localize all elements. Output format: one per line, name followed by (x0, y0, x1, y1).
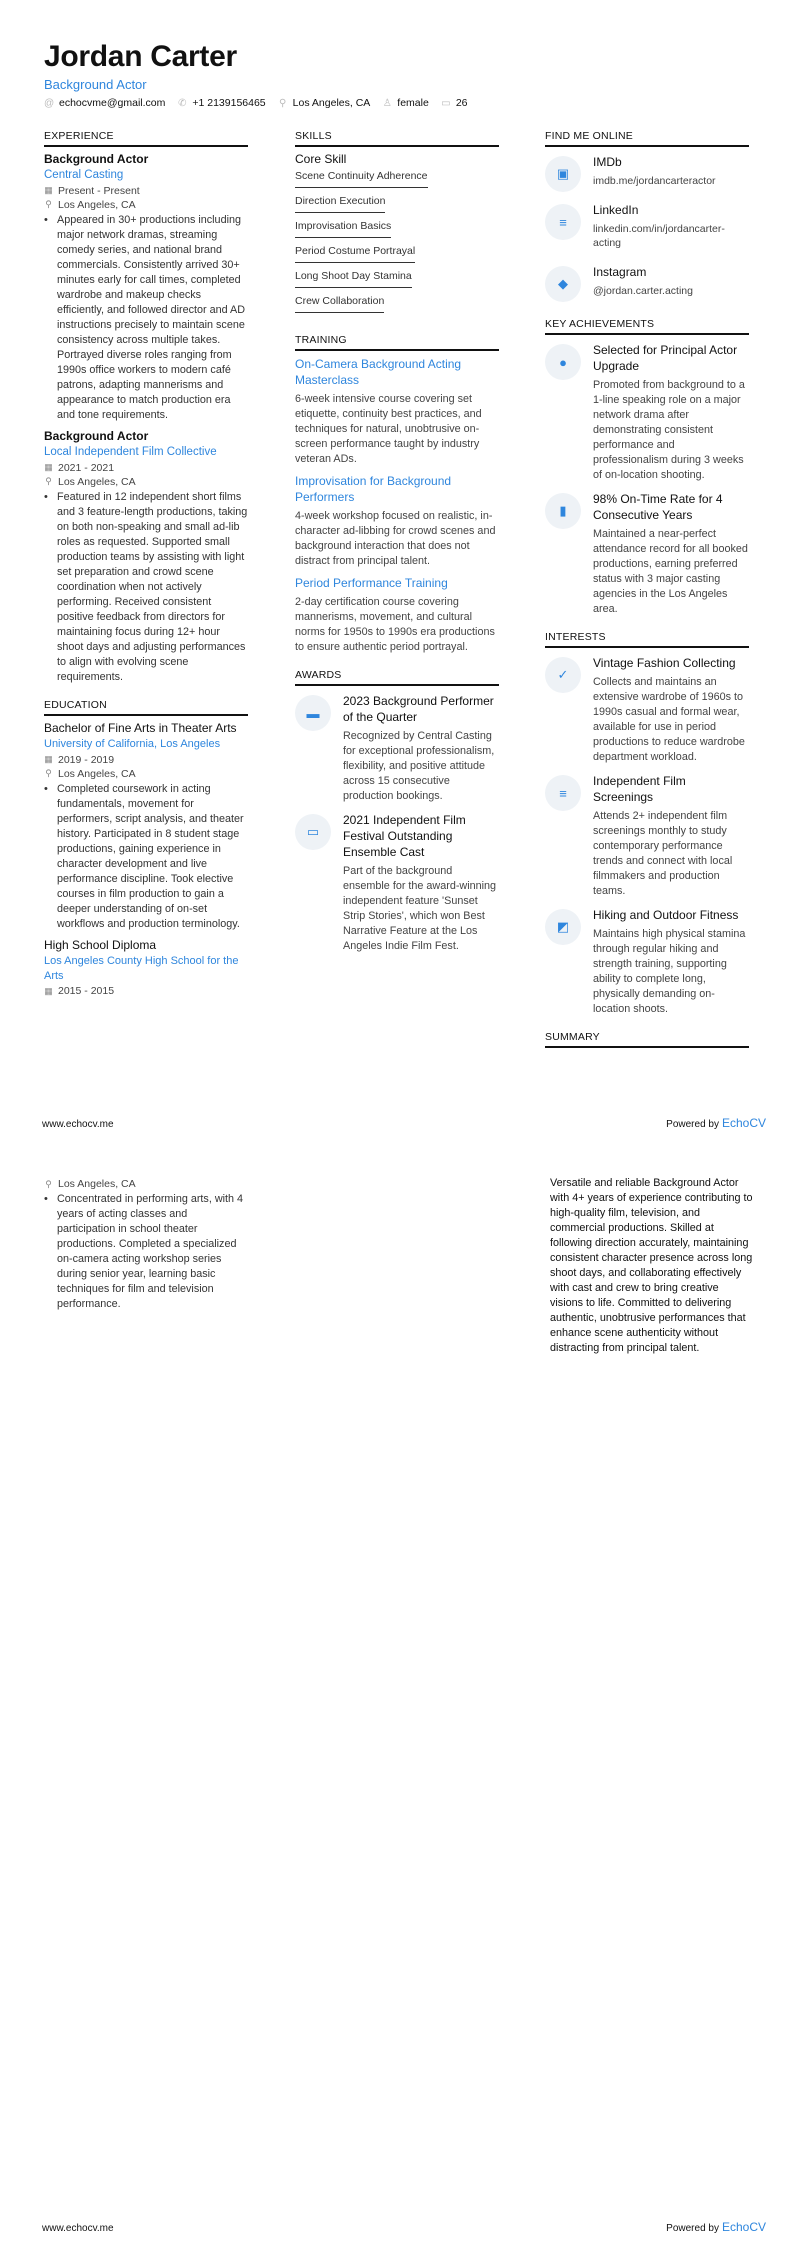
brand-link[interactable]: EchoCV (721, 2220, 766, 2234)
award-title: 2023 Background Performer of the Quarter (343, 694, 494, 724)
book-icon: ◩ (545, 909, 581, 945)
job-dates (44, 462, 248, 474)
summary-section (545, 1031, 749, 1048)
education-section (44, 699, 248, 998)
contact-location (278, 97, 371, 109)
location-value: Los Angeles, CA (292, 97, 371, 109)
section-title: SKILLS (295, 130, 499, 147)
phone-icon: ✆ (178, 97, 187, 109)
online-link-instagram[interactable] (545, 262, 749, 304)
school-name: Los Angeles County High School for the Arts (44, 954, 239, 982)
clipboard-check-icon: ▣ (545, 156, 581, 192)
training-title: On-Camera Background Acting Masterclass (295, 357, 462, 387)
link-label: Instagram (593, 265, 647, 279)
edu-dates (44, 754, 248, 766)
badge-icon: ● (545, 344, 581, 380)
calendar-icon: ▦ (44, 985, 53, 996)
bullet-icon: • (44, 1193, 48, 1205)
online-link-linkedin[interactable] (545, 200, 749, 256)
edu-location (44, 1178, 248, 1190)
award-description: Recognized by Central Casting for exceptional professionalism, flexibility, and positive attitude across 15 consecutive production bookings. (343, 730, 495, 802)
training-section (295, 334, 499, 655)
skills-list (295, 170, 499, 320)
section-title: EDUCATION (44, 699, 248, 716)
person-icon: ♙ (382, 97, 392, 109)
dates-text: Present - Present (58, 184, 140, 197)
dates-text: 2019 - 2019 (58, 753, 115, 766)
interest-item (545, 771, 749, 899)
interest-item (545, 653, 749, 765)
location-pin-icon: ⚲ (45, 1178, 52, 1189)
online-link-imdb[interactable] (545, 152, 749, 194)
award-description: Part of the background ensemble for the award-winning independent feature 'Sunset Strip Stories', which won Best Narrative Feature at the Los Angeles Indie Film Fest. (343, 865, 497, 952)
edu-description (44, 1192, 248, 1312)
education-item (44, 721, 248, 932)
dates-text: 2021 - 2021 (58, 461, 115, 474)
link-label: IMDb (593, 155, 622, 169)
degree-title: Bachelor of Fine Arts in Theater Arts (44, 720, 237, 735)
calendar-icon: ▦ (44, 754, 53, 765)
training-title: Improvisation for Background Performers (295, 474, 452, 504)
job-dates (44, 185, 248, 197)
description-text: Featured in 12 independent short films and 3 feature-length productions, taking on both non-speaking and small ad-lib roles as requested. Supported small production teams by assisting with light set preparation and crowd scene coordination when not actively performing. Received consistent positive feedback from directors for maintaining focus during 12+ hour shoot days and adjusting performances to align with evolving scene requirements. (57, 490, 248, 683)
section-title: AWARDS (295, 669, 499, 686)
description-text: Appeared in 30+ productions including major network dramas, streaming comedy series, and national brand commercials. Consistently arrived 30+ minutes early for call times, completed wardrobe and makeup checks efficiently, and followed director and AD instructions precisely to maintain scene consistency across multiple takes. Portrayed diverse roles ranging from 1990s office workers to modern café patrons, adapting mannerisms and appearance to match production era and tone requirements. (57, 213, 246, 421)
section-title: INTERESTS (545, 631, 749, 648)
location-pin-icon: ⚲ (45, 199, 52, 210)
page-footer (42, 2220, 766, 2234)
dates-text: 2015 - 2015 (58, 985, 115, 998)
interest-title: Hiking and Outdoor Fitness (593, 908, 739, 922)
interest-description: Collects and maintains an extensive wardrobe of 1960s to 1990s casual and formal wear, available for use in period productions to reduce wardrobe department workload. (593, 676, 745, 763)
edu-location (44, 768, 248, 780)
edu-dates (44, 985, 248, 997)
calendar-icon: ▦ (44, 462, 53, 473)
skill-item: Crew Collaboration (295, 295, 384, 313)
graduation-cap-icon: ◆ (545, 266, 581, 302)
left-column (44, 130, 248, 1011)
gender-value: female (397, 97, 429, 109)
education-continued (44, 1176, 248, 1318)
company-name: Central Casting (44, 169, 124, 181)
location-pin-icon: ⚲ (45, 768, 52, 779)
skill-group-title: Core Skill (295, 152, 347, 166)
award-title: 2021 Independent Film Festival Outstanding Ensemble Cast (343, 813, 466, 859)
job-location (44, 476, 248, 488)
achievements-section (545, 318, 749, 617)
location-text: Los Angeles, CA (58, 767, 136, 780)
experience-item (44, 152, 248, 423)
location-text: Los Angeles, CA (58, 475, 136, 488)
achievement-title: 98% On-Time Rate for 4 Consecutive Years (593, 492, 723, 522)
education-item (44, 938, 248, 998)
location-text: Los Angeles, CA (58, 198, 136, 211)
skill-item: Long Shoot Day Stamina (295, 270, 412, 288)
description-text: Completed coursework in acting fundamentals, movement for performers, script analysis, and theater history. Participated in 8 student stage productions, gaining experience in character development and live performance discipline. Took elective courses in film production to gain a deeper understanding of on-set workflows and production terminology. (57, 782, 244, 930)
powered-by-label: Powered by (666, 2223, 719, 2234)
job-title: Background Actor (44, 428, 149, 443)
job-location (44, 199, 248, 211)
achievement-description: Maintained a near-perfect attendance record for all booked productions, earning preferred status with 3 major casting agencies in the Los Angeles area. (593, 528, 748, 615)
contact-gender (382, 97, 429, 109)
contact-phone[interactable] (177, 97, 265, 109)
bullet-icon: • (44, 213, 48, 226)
link-url[interactable]: @jordan.carter.acting (593, 285, 693, 297)
location-pin-icon: ⚲ (45, 476, 52, 487)
lines-icon: ≡ (545, 775, 581, 811)
section-title: EXPERIENCE (44, 130, 248, 147)
calendar-icon: ▦ (44, 185, 53, 196)
section-title: KEY ACHIEVEMENTS (545, 318, 749, 335)
link-url[interactable]: imdb.me/jordancarteractor (593, 175, 716, 187)
menu-lines-icon: ≡ (545, 204, 581, 240)
interest-description: Maintains high physical stamina through regular hiking and strength training, supporting ability to complete long, physically demanding on-location shoots. (593, 928, 746, 1015)
page-footer (42, 1116, 766, 1130)
school-name: University of California, Los Angeles (44, 737, 221, 750)
powered-by (666, 2220, 766, 2234)
company-name: Local Independent Film Collective (44, 445, 217, 458)
right-column (545, 130, 749, 1062)
clipboard-icon: ▮ (545, 493, 581, 529)
monitor-icon: ▭ (295, 814, 331, 850)
link-label: LinkedIn (593, 203, 639, 217)
award-item (295, 691, 499, 804)
phone-value: +1 2139156465 (192, 97, 266, 109)
skills-section (295, 130, 499, 320)
job-description (44, 213, 248, 423)
training-description: 2-day certification course covering mannerisms, movement, and cultural norms for 1950s to 1990s era productions to ensure authentic period portrayal. (295, 596, 495, 653)
powered-by-label: Powered by (666, 1119, 719, 1130)
email-value: echocvme@gmail.com (59, 97, 166, 109)
skill-item: Direction Execution (295, 195, 385, 213)
training-item (295, 473, 499, 569)
degree-title: High School Diploma (44, 937, 157, 952)
bullet-icon: • (44, 490, 48, 503)
powered-by (666, 1116, 766, 1130)
experience-item (44, 429, 248, 685)
interest-title: Independent Film Screenings (593, 774, 686, 804)
job-title: Background Actor (44, 152, 149, 166)
at-icon: @ (44, 97, 55, 109)
middle-column (295, 130, 499, 968)
awards-section (295, 669, 499, 954)
location-pin-icon: ⚲ (278, 97, 287, 109)
section-title: FIND ME ONLINE (545, 130, 749, 147)
achievement-description: Promoted from background to a 1-line speaking role on a major network drama after demonstrating consistent performance and professionalism during 3 weeks of on-location shooting. (593, 379, 745, 481)
checkmark-icon: ✓ (545, 657, 581, 693)
edu-description (44, 782, 248, 932)
calendar-icon: ▭ (441, 97, 451, 109)
training-title: Period Performance Training (295, 576, 448, 590)
section-title: TRAINING (295, 334, 499, 351)
training-item (295, 575, 499, 655)
training-description: 6-week intensive course covering set etiquette, continuity best practices, and techniques for natural, unobtrusive on-screen performance taught by industry veteran ADs. (295, 393, 482, 465)
training-item (295, 356, 499, 467)
candidate-role: Background Actor (44, 77, 147, 92)
interest-item (545, 905, 749, 1017)
achievement-item (545, 489, 749, 617)
training-description: 4-week workshop focused on realistic, in-character ad-libbing for crowd scenes and background interaction that does not distract from principal talent. (295, 510, 496, 567)
age-value: 26 (455, 97, 468, 109)
candidate-name: Jordan Carter (44, 40, 237, 73)
brand-link[interactable]: EchoCV (721, 1116, 766, 1130)
job-description (44, 490, 248, 685)
achievement-item (545, 340, 749, 483)
website-link[interactable]: www.echocv.me (42, 2223, 114, 2234)
skill-item: Improvisation Basics (295, 220, 391, 238)
experience-section (44, 130, 248, 685)
summary-text: Versatile and reliable Background Actor with 4+ years of experience contributing to high-quality film, television, and commercial productions. Skilled at following direction accurately, maintaining consistent character presence across long shoot days, and collaborating effectively with cast and crew to bring creative visions to life. Committed to delivering authentic, unobtrusive performances that enhance scene authenticity without distracting from principal talent. (550, 1177, 753, 1354)
link-url[interactable]: linkedin.com/in/jordancarter-acting (593, 223, 725, 249)
section-title: SUMMARY (545, 1031, 749, 1048)
online-section (545, 130, 749, 304)
contact-email[interactable] (44, 97, 165, 109)
interest-description: Attends 2+ independent film screenings monthly to study contemporary performance trends and connect with local filmmakers and production teams. (593, 810, 733, 897)
award-item (295, 810, 499, 954)
contact-age (441, 97, 468, 109)
archive-box-icon: ▬ (295, 695, 331, 731)
location-text: Los Angeles, CA (58, 1178, 136, 1190)
skill-item: Scene Continuity Adherence (295, 170, 428, 188)
description-text: Concentrated in performing arts, with 4 years of acting classes and participation in school theater productions. Completed a specialized on-camera acting workshop series during senior year, learning basic techniques for film and television performance. (57, 1193, 244, 1310)
interest-title: Vintage Fashion Collecting (593, 656, 736, 670)
achievement-title: Selected for Principal Actor Upgrade (593, 343, 738, 373)
contact-bar (44, 97, 468, 109)
interests-section (545, 631, 749, 1017)
bullet-icon: • (44, 782, 48, 795)
website-link[interactable]: www.echocv.me (42, 1119, 114, 1130)
skill-item: Period Costume Portrayal (295, 245, 415, 263)
